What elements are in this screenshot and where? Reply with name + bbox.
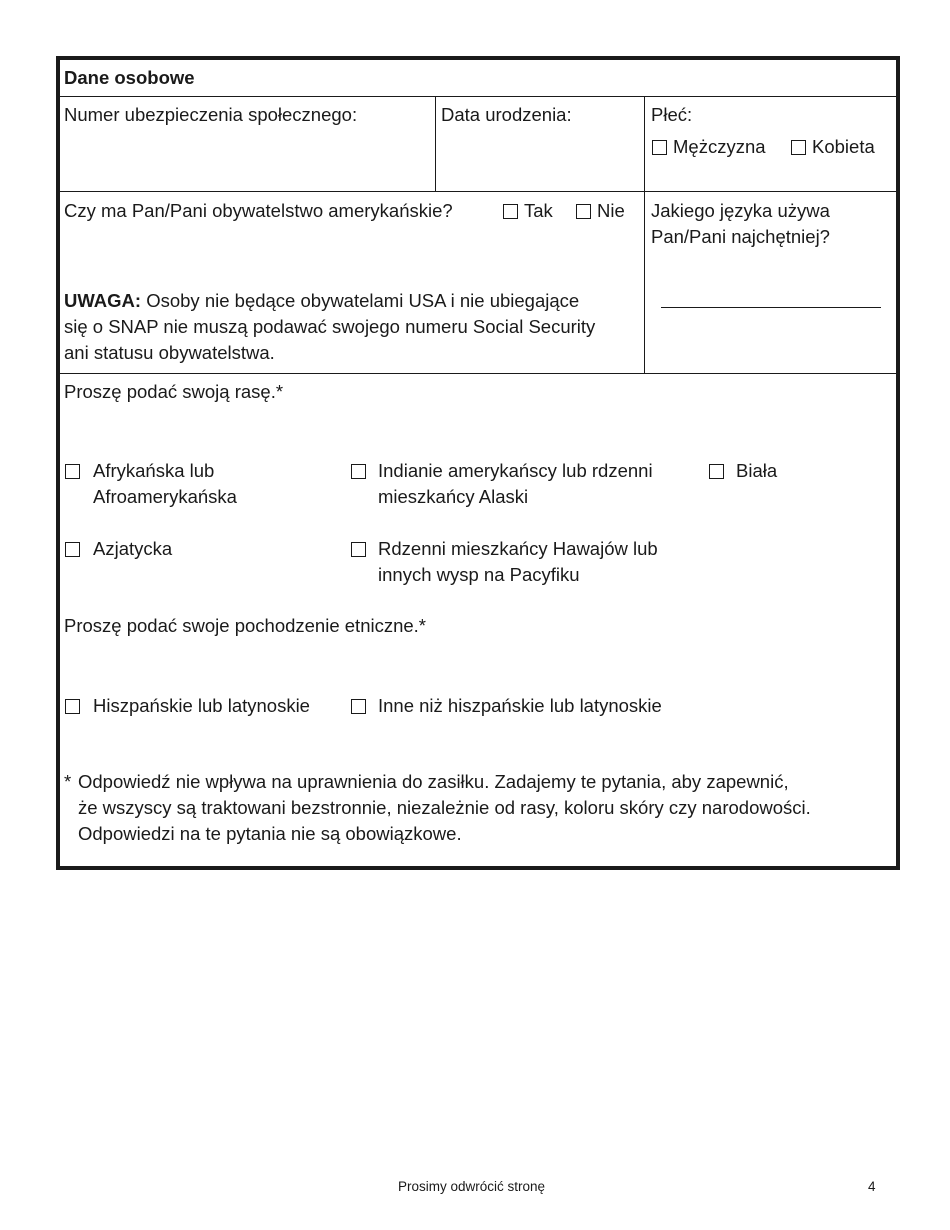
turn-page-note: Prosimy odwrócić stronę <box>398 1179 546 1194</box>
ethnicity-non-hispanic-label: Inne niż hiszpańskie lub latynoskie <box>378 695 662 716</box>
citizenship-no-checkbox[interactable] <box>576 204 591 219</box>
footnote-line-1: Odpowiedź nie wpływa na uprawnienia do zasiłku. Zadajemy te pytania, aby zapewnić, <box>78 771 789 792</box>
race-african-american-label-1: Afrykańska lub <box>93 460 215 481</box>
race-asian-label: Azjatycka <box>93 538 173 559</box>
personal-info-form <box>56 56 900 870</box>
note-line-1 <box>64 288 579 314</box>
page-number: 4 <box>868 1179 876 1194</box>
race-african-american-label-2: Afroamerykańska <box>93 486 237 507</box>
ethnicity-hispanic-checkbox[interactable] <box>65 699 80 714</box>
female-label: Kobieta <box>812 136 875 157</box>
race-american-indian-label-1: Indianie amerykańscy lub rdzenni <box>378 460 653 481</box>
citizenship-yes-checkbox[interactable] <box>503 204 518 219</box>
ssn-label: Numer ubezpieczenia społecznego: <box>64 104 358 125</box>
ethnicity-hispanic-label: Hiszpańskie lub latynoskie <box>93 695 310 716</box>
race-african-american-checkbox[interactable] <box>65 464 80 479</box>
divider-header <box>60 96 896 97</box>
male-label: Mężczyzna <box>673 136 766 157</box>
race-american-indian-label-2: mieszkańcy Alaski <box>378 486 529 507</box>
race-pacific-islander-checkbox[interactable] <box>351 542 366 557</box>
divider-row2 <box>60 373 896 374</box>
language-question-line-2: Pan/Pani najchętniej? <box>651 226 830 247</box>
ethnicity-non-hispanic-checkbox[interactable] <box>351 699 366 714</box>
note-line-3: ani statusu obywatelstwa. <box>64 342 275 363</box>
footnote-line-2: że wszyscy są traktowani bezstronnie, niezależnie od rasy, koloru skóry czy narodowości. <box>78 797 811 818</box>
ethnicity-prompt: Proszę podać swoje pochodzenie etniczne.* <box>64 615 427 636</box>
language-answer-line[interactable] <box>661 307 881 308</box>
note-line-2: się o SNAP nie muszą podawać swojego numeru Social Security <box>64 316 596 337</box>
citizenship-question: Czy ma Pan/Pani obywatelstwo amerykańskie? <box>64 200 453 221</box>
race-pacific-islander-label-2: innych wysp na Pacyfiku <box>378 564 580 585</box>
divider-dob-sex <box>644 96 645 373</box>
note-label: UWAGA: <box>64 290 142 311</box>
race-asian-checkbox[interactable] <box>65 542 80 557</box>
footnote-mark: * <box>64 771 72 792</box>
female-checkbox[interactable] <box>791 140 806 155</box>
race-white-label: Biała <box>736 460 778 481</box>
ssn-field[interactable] <box>60 130 435 190</box>
male-checkbox[interactable] <box>652 140 667 155</box>
footnote-line-3: Odpowiedzi na te pytania nie są obowiązkowe. <box>78 823 462 844</box>
race-american-indian-checkbox[interactable] <box>351 464 366 479</box>
note-text-1: Osoby nie będące obywatelami USA i nie ubiegające <box>141 290 580 311</box>
sex-label: Płeć: <box>651 104 693 125</box>
race-white-checkbox[interactable] <box>709 464 724 479</box>
dob-field[interactable] <box>436 130 644 190</box>
divider-row1 <box>60 191 896 192</box>
race-pacific-islander-label-1: Rdzenni mieszkańcy Hawajów lub <box>378 538 658 559</box>
race-prompt: Proszę podać swoją rasę.* <box>64 381 284 402</box>
dob-label: Data urodzenia: <box>441 104 572 125</box>
section-title: Dane osobowe <box>64 67 195 88</box>
language-question-line-1: Jakiego języka używa <box>651 200 830 221</box>
citizenship-yes-label: Tak <box>524 200 553 221</box>
citizenship-no-label: Nie <box>597 200 625 221</box>
